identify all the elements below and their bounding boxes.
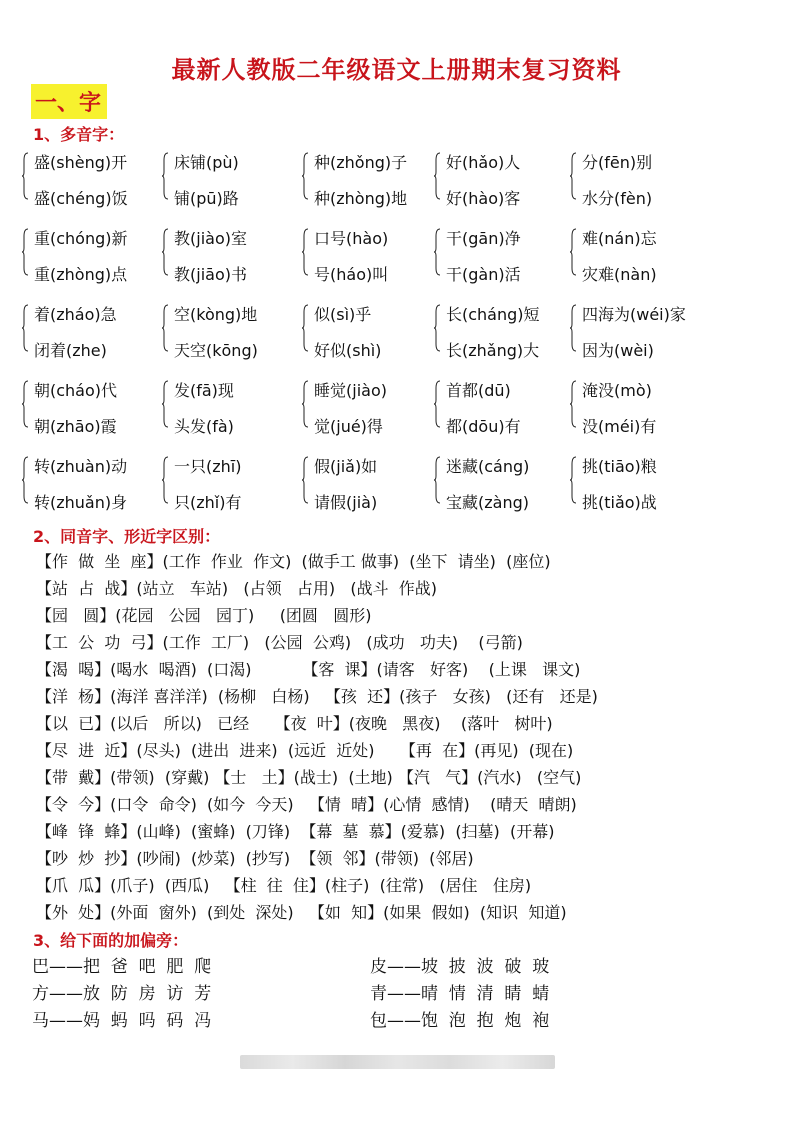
brace-icon: [434, 304, 441, 352]
homophone-row: 【园 圆】(花园 公园 园丁) (团圆 圆形): [36, 606, 372, 625]
polyphone-grid: [22, 150, 702, 520]
brace-icon: [570, 304, 577, 352]
polyphone-word-bottom: 灾难(nàn): [582, 265, 657, 284]
polyphone-word-bottom: 盛(chéng)饭: [34, 189, 128, 208]
homophone-row: 【峰 锋 蜂】(山峰) (蜜蜂) (刀锋) 【幕 墓 慕】(爱慕) (扫墓) (开幕): [36, 822, 555, 841]
polyphone-word-bottom: 种(zhòng)地: [314, 189, 408, 208]
brace-icon: [302, 304, 309, 352]
polyphone-word-bottom: 水分(fèn): [582, 189, 653, 208]
blurred-watermark: [240, 1055, 555, 1069]
brace-icon: [302, 456, 309, 504]
polyphone-word-top: 一只(zhī): [174, 457, 242, 476]
polyphone-word-bottom: 长(zhǎng)大: [446, 341, 540, 360]
page-title: 最新人教版二年级语文上册期末复习资料: [171, 56, 622, 84]
polyphone-word-bottom: 号(háo)叫: [314, 265, 389, 284]
subheading-radicals: 3、给下面的加偏旁：: [33, 931, 189, 950]
polyphone-word-top: 分(fēn)别: [582, 153, 653, 172]
brace-icon: [302, 380, 309, 428]
brace-icon: [22, 456, 29, 504]
homophone-row: 【外 处】(外面 窗外) (到处 深处) 【如 知】(如果 假如) (知识 知道): [36, 903, 567, 922]
polyphone-group: [434, 226, 521, 284]
brace-icon: [22, 152, 29, 200]
brace-icon: [162, 152, 169, 200]
polyphone-word-bottom: 铺(pū)路: [174, 189, 239, 208]
polyphone-group: [570, 302, 686, 360]
brace-icon: [434, 228, 441, 276]
polyphone-word-bottom: 没(méi)有: [582, 417, 657, 436]
homophone-row: 【工 公 功 弓】(工作 工厂) (公园 公鸡) (成功 功夫) (弓箭): [36, 633, 523, 652]
polyphone-group: [22, 150, 128, 208]
homophone-row: 【以 已】(以后 所以) 已经 【夜 叶】(夜晚 黑夜) (落叶 树叶): [36, 714, 553, 733]
homophone-row: 【洋 杨】(海洋 喜洋洋) (杨柳 白杨) 【孩 还】(孩子 女孩) (还有 还是): [36, 687, 598, 706]
polyphone-group: [302, 150, 408, 208]
polyphone-group: [162, 454, 242, 512]
polyphone-word-top: 难(nán)忘: [582, 229, 657, 248]
polyphone-word-bottom: 好(hào)客: [446, 189, 521, 208]
brace-icon: [570, 152, 577, 200]
polyphone-word-top: 床铺(pù): [174, 153, 239, 172]
polyphone-group: [302, 454, 378, 512]
homophone-row: 【渴 喝】(喝水 喝酒) (口渴) 【客 课】(请客 好客) (上课 课文): [36, 660, 581, 679]
polyphone-word-bottom: 重(zhòng)点: [34, 265, 128, 284]
radical-row-right: 包——饱 泡 抱 炮 袍: [370, 1011, 550, 1031]
polyphone-word-bottom: 教(jiāo)书: [174, 265, 247, 284]
homophone-row: 【作 做 坐 座】(工作 作业 作文) (做手工 做事) (坐下 请坐) (座位): [36, 552, 551, 571]
brace-icon: [22, 228, 29, 276]
homophone-row: 【吵 炒 抄】(吵闹) (炒菜) (抄写) 【领 邻】(带领) (邻居): [36, 849, 474, 868]
radical-row-left: 方——放 防 房 访 芳: [32, 984, 212, 1004]
polyphone-group: [570, 150, 653, 208]
brace-icon: [22, 380, 29, 428]
polyphone-group: [22, 302, 117, 360]
polyphone-word-bottom: 干(gàn)活: [446, 265, 521, 284]
polyphone-group: [570, 454, 657, 512]
polyphone-group: [162, 150, 239, 208]
polyphone-word-bottom: 头发(fà): [174, 417, 234, 436]
subheading-homophones: 2、同音字、形近字区别：: [33, 527, 221, 546]
radical-row-right: 皮——坡 披 波 破 玻: [370, 957, 550, 977]
polyphone-word-top: 种(zhǒng)子: [314, 153, 408, 172]
polyphone-word-top: 假(jiǎ)如: [314, 457, 378, 476]
polyphone-group: [162, 226, 247, 284]
polyphone-word-top: 干(gān)净: [446, 229, 521, 248]
homophone-row: 【爪 瓜】(爪子) (西瓜) 【柱 往 住】(柱子) (往常) (居住 住房): [36, 876, 532, 895]
polyphone-word-top: 口号(hào): [314, 229, 389, 248]
polyphone-word-top: 似(sì)乎: [314, 305, 372, 324]
radical-row-left: 巴——把 爸 吧 肥 爬: [32, 957, 212, 977]
polyphone-word-top: 淹没(mò): [582, 381, 652, 400]
radical-row-right: 青——晴 情 清 睛 蜻: [370, 984, 550, 1004]
polyphone-word-top: 朝(cháo)代: [34, 381, 118, 400]
polyphone-word-bottom: 好似(shì): [314, 341, 382, 360]
brace-icon: [162, 456, 169, 504]
polyphone-word-top: 重(chóng)新: [34, 229, 128, 248]
subheading-polyphones: 1、多音字：: [33, 125, 125, 144]
polyphone-word-bottom: 只(zhǐ)有: [174, 493, 242, 512]
polyphone-group: [302, 302, 382, 360]
polyphone-word-bottom: 都(dōu)有: [446, 417, 521, 436]
polyphone-word-top: 挑(tiāo)粮: [582, 457, 657, 476]
brace-icon: [162, 228, 169, 276]
polyphone-word-top: 长(cháng)短: [446, 305, 540, 324]
brace-icon: [570, 456, 577, 504]
polyphone-word-bottom: 转(zhuǎn)身: [34, 493, 128, 512]
brace-icon: [434, 380, 441, 428]
polyphone-word-top: 睡觉(jiào): [314, 381, 387, 400]
polyphone-group: [302, 378, 387, 436]
polyphone-word-bottom: 请假(jià): [314, 493, 378, 512]
brace-icon: [434, 456, 441, 504]
polyphone-word-bottom: 天空(kōng): [174, 341, 258, 360]
polyphone-group: [434, 378, 521, 436]
polyphone-word-bottom: 因为(wèi): [582, 341, 654, 360]
polyphone-word-top: 四海为(wéi)家: [582, 305, 686, 324]
polyphone-word-top: 空(kòng)地: [174, 305, 258, 324]
brace-icon: [162, 304, 169, 352]
polyphone-word-bottom: 宝藏(zàng): [446, 493, 529, 512]
homophone-list: [36, 548, 776, 926]
polyphone-word-bottom: 闭着(zhe): [34, 341, 107, 360]
polyphone-word-top: 发(fā)现: [174, 381, 234, 400]
polyphone-group: [434, 302, 540, 360]
polyphone-group: [434, 150, 521, 208]
brace-icon: [570, 380, 577, 428]
homophone-row: 【令 今】(口令 命令) (如今 今天) 【情 晴】(心情 感情) (晴天 晴朗): [36, 795, 577, 814]
polyphone-group: [570, 226, 657, 284]
homophone-row: 【带 戴】(带领) (穿戴) 【士 土】(战士) (土地) 【汽 气】(汽水) (空气): [36, 768, 582, 787]
polyphone-group: [162, 302, 258, 360]
radical-row-left: 马——妈 蚂 吗 码 冯: [32, 1011, 212, 1031]
homophone-row: 【尽 进 近】(尽头) (进出 进来) (远近 近处) 【再 在】(再见) (现在): [36, 741, 574, 760]
polyphone-word-top: 好(hǎo)人: [446, 153, 521, 172]
polyphone-word-bottom: 挑(tiǎo)战: [582, 493, 657, 512]
polyphone-group: [434, 454, 530, 512]
brace-icon: [302, 152, 309, 200]
polyphone-group: [162, 378, 234, 436]
brace-icon: [302, 228, 309, 276]
polyphone-group: [22, 378, 118, 436]
homophone-row: 【站 占 战】(站立 车站) (占领 占用) (战斗 作战): [36, 579, 438, 598]
brace-icon: [434, 152, 441, 200]
brace-icon: [22, 304, 29, 352]
polyphone-word-top: 着(zháo)急: [34, 305, 117, 324]
brace-icon: [162, 380, 169, 428]
polyphone-word-top: 盛(shèng)开: [34, 153, 128, 172]
section-heading-characters: 一、字: [31, 84, 107, 119]
polyphone-word-top: 迷藏(cáng): [446, 457, 530, 476]
polyphone-word-bottom: 觉(jué)得: [314, 417, 383, 436]
polyphone-group: [570, 378, 657, 436]
polyphone-group: [302, 226, 389, 284]
polyphone-group: [22, 226, 128, 284]
polyphone-group: [22, 454, 128, 512]
brace-icon: [570, 228, 577, 276]
polyphone-word-bottom: 朝(zhāo)霞: [34, 417, 117, 436]
polyphone-word-top: 转(zhuàn)动: [34, 457, 128, 476]
polyphone-word-top: 首都(dū): [446, 381, 511, 400]
polyphone-word-top: 教(jiào)室: [174, 229, 247, 248]
